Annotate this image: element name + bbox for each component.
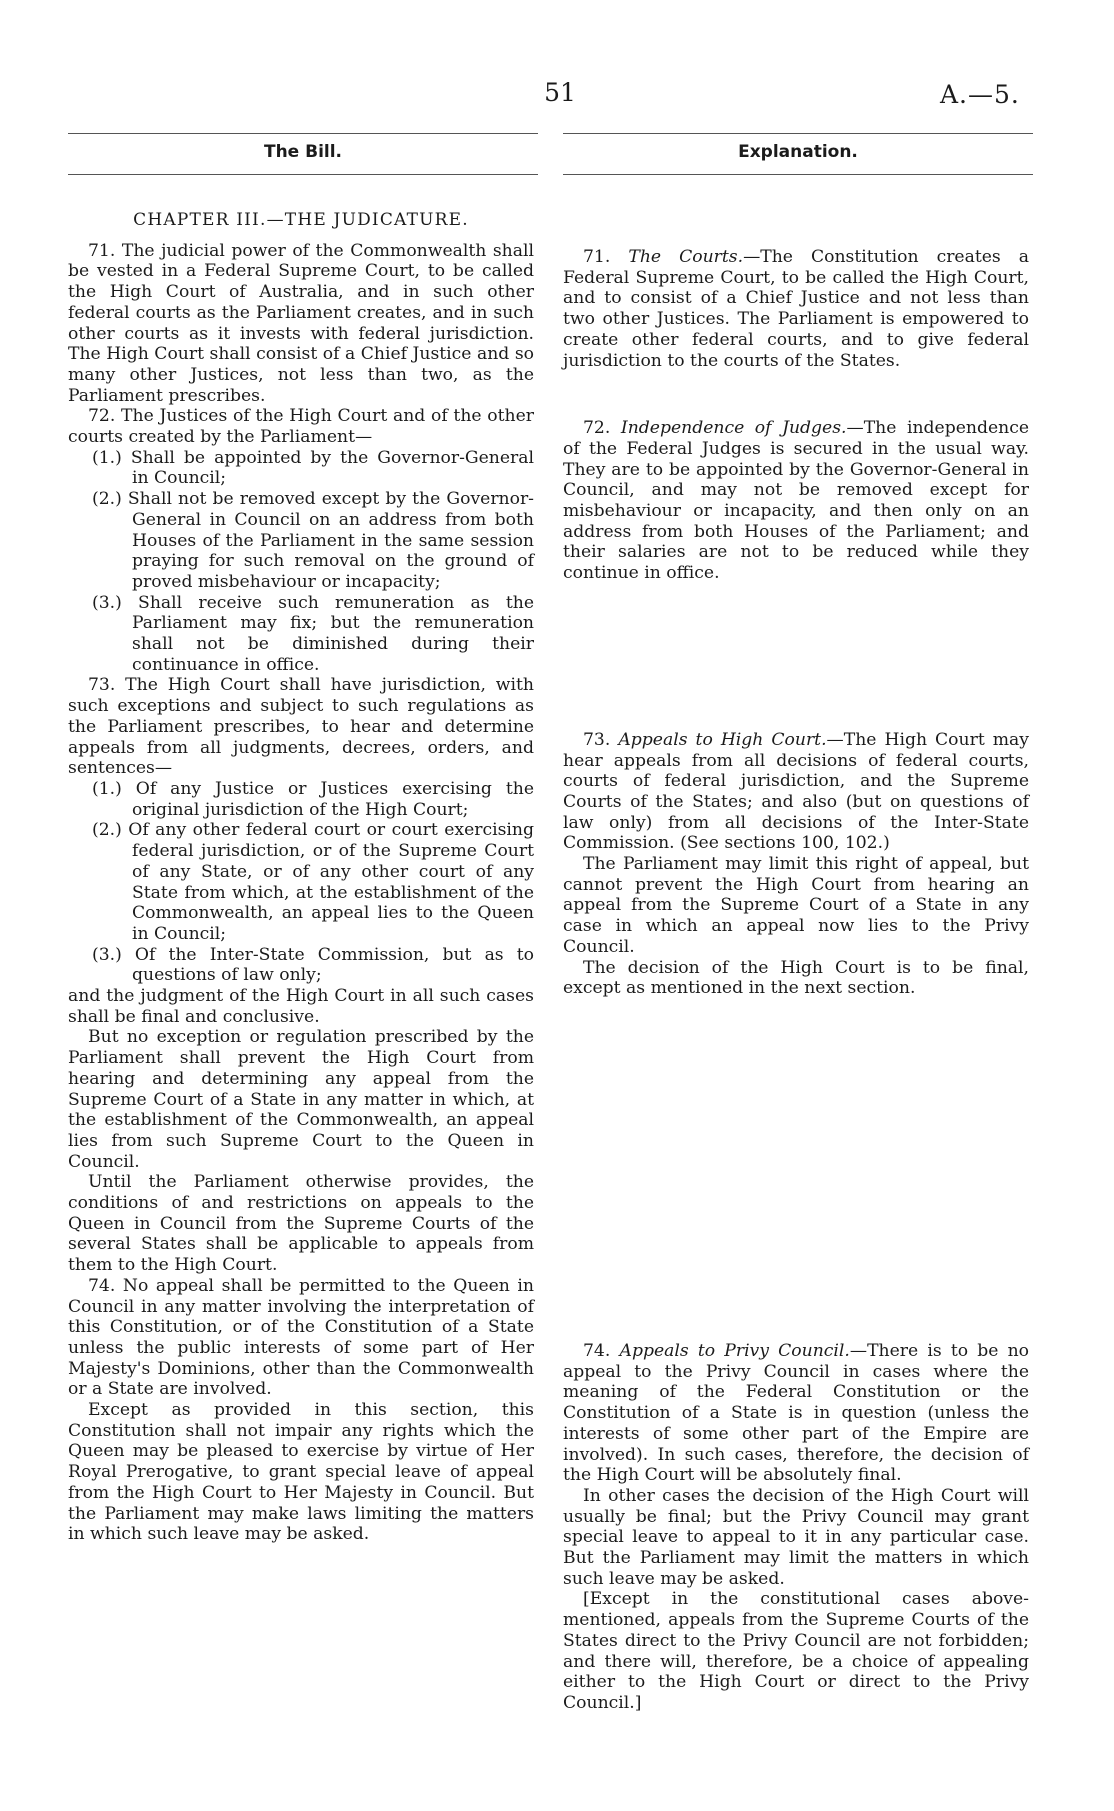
explanation-73-number: 73. <box>583 729 611 750</box>
explanation-74-title: Appeals to Privy Council. <box>619 1340 850 1361</box>
bill-section-74-paragraph-1: 74. No appeal shall be permitted to the Queen in Council in any matter involving the interpretation of this Constitution, or of the Constitution of a State unless the public interests of some part of Her Majesty's Dominions, other than the Commonwealth or a State are involved. <box>68 1275 534 1400</box>
explanation-74-body: —There is to be no appeal to the Privy Council in cases where the meaning of the Federal Constitution or the Constitution of a State is in question (unless the interests of some other part of the Empire are involved). In such cases, therefore, the decision of the High Court will be absolutely final. <box>563 1340 1030 1486</box>
chapter-heading: CHAPTER III.—THE JUDICATURE. <box>133 210 469 230</box>
spacer <box>563 999 1029 1341</box>
bill-section-73-paragraph-3: Until the Parliament otherwise provides, the conditions of and restrictions on appeals to the Queen in Council from the Supreme Courts of the several States shall be applicable to appeals from them to the High Court. <box>68 1172 534 1276</box>
explanation-section-74 <box>563 1341 1029 1486</box>
explanation-section-72 <box>563 418 1029 584</box>
bill-section-73-paragraph-2: But no exception or regulation prescribed by the Parliament shall prevent the High Court from hearing and determining any appeal from the Supreme Court of a State in any matter in which, at the establishment of the Commonwealth, an appeal lies from such Supreme Court to the Queen in Council. <box>68 1027 534 1172</box>
explanation-73-body: —The High Court may hear appeals from all decisions of federal courts, courts of federal jurisdiction, and the Supreme Courts of the States; and also (but on questions of law only) from all decisions of the Inter-State Commission. (See sections 100, 102.) <box>563 729 1029 854</box>
explanation-71-body: —The Constitution creates a Federal Supreme Court, to be called the High Court, and to consist of a Chief Justice and not less than two other Justices. The Parliament is empowered to create other federal courts, and to give federal jurisdiction to the courts of the States. <box>563 247 1029 371</box>
explanation-72-title: Independence of Judges. <box>620 418 847 439</box>
bill-section-73-intro: 73. The High Court shall have jurisdiction, with such exceptions and subject to such regulations as the Parliament prescribes, to hear and determine appeals from all judgments, decrees, orders, and sentences— <box>68 675 534 779</box>
bill-section-72-item-3: (3.) Shall receive such remuneration as the Parliament may fix; but the remuneration shall not be diminished during their continuance in office. <box>92 592 534 675</box>
explanation-column <box>563 247 1029 1714</box>
spacer <box>563 371 1029 418</box>
bill-column-title: The Bill. <box>263 142 343 162</box>
bill-section-73-item-3: (3.) Of the Inter-State Commission, but as to questions of law only; <box>92 944 534 986</box>
top-rule-left <box>68 133 538 134</box>
bill-section-73-item-1: (1.) Of any Justice or Justices exercising the original jurisdiction of the High Court; <box>92 778 534 820</box>
bill-section-71: 71. The judicial power of the Commonwealth shall be vested in a Federal Supreme Court, to be called the High Court of Australia, and in such other federal courts as the Parliament creates, and in such other courts as it invests with federal jurisdiction. The High Court shall consist of a Chief Justice and so many other Justices, not less than two, as the Parliament prescribes. <box>68 240 534 406</box>
explanation-section-74-paragraph-2: In other cases the decision of the High Court will usually be final; but the Privy Council may grant special leave to appeal to it in any particular case. But the Parliament may limit the matters in which such leave may be asked. <box>563 1485 1029 1589</box>
explanation-71-number: 71. <box>583 247 611 267</box>
explanation-71-title: The Courts. <box>628 247 744 267</box>
explanation-section-74-paragraph-3: [Except in the constitutional cases above-mentioned, appeals from the Supreme Courts of the States direct to the Privy Council are not forbidden; and there will, therefore, be a choice of appealing either to the High Court or direct to the Privy Council.] <box>563 1589 1029 1713</box>
bill-column <box>68 210 534 1545</box>
explanation-72-number: 72. <box>583 418 611 439</box>
top-rule-right <box>563 133 1033 134</box>
explanation-section-71 <box>563 247 1029 371</box>
explanation-section-73-paragraph-2: The Parliament may limit this right of appeal, but cannot prevent the High Court from hearing an appeal from the Supreme Court of a State in any case in which an appeal now lies to the Privy Council. <box>563 854 1029 957</box>
explanation-74-number: 74. <box>583 1340 611 1361</box>
header-rule-right <box>563 174 1033 175</box>
explanation-column-title: Explanation. <box>738 142 858 162</box>
bill-section-73-conclusion: and the judgment of the High Court in all such cases shall be final and conclusive. <box>68 986 534 1027</box>
page-number: 51 <box>544 78 576 107</box>
header-rule-left <box>68 174 538 175</box>
document-reference: A.—5. <box>940 80 1020 109</box>
explanation-73-title: Appeals to High Court. <box>618 729 827 750</box>
bill-section-74-paragraph-2: Except as provided in this section, this Constitution shall not impair any rights which the Queen may be pleased to exercise by virtue of Her Royal Prerogative, to grant special leave of appeal from the High Court to Her Majesty in Council. But the Parliament may make laws limiting the matters in which such leave may be asked. <box>68 1400 534 1545</box>
explanation-section-73 <box>563 730 1029 854</box>
bill-section-73-item-2: (2.) Of any other federal court or court exercising federal jurisdiction, or of the Supreme Court of any State, or of any other court of any State from which, at the establishment of the Commonwealth, an appeal lies to the Queen in Council; <box>92 820 534 944</box>
explanation-72-body: —The independence of the Federal Judges is secured in the usual way. They are to be appointed by the Governor-General in Council, and may not be removed except for misbehaviour or incapacity, and then only on an address from both Houses of the Parliament; and their salaries are not to be reduced while they continue in office. <box>563 418 1030 584</box>
spacer <box>563 584 1029 730</box>
bill-section-72-intro: 72. The Justices of the High Court and of the other courts created by the Parliament— <box>68 406 534 448</box>
explanation-section-73-paragraph-3: The decision of the High Court is to be final, except as mentioned in the next section. <box>563 957 1029 999</box>
bill-section-72-item-1: (1.) Shall be appointed by the Governor-General in Council; <box>92 447 534 489</box>
bill-section-72-item-2: (2.) Shall not be removed except by the Governor-General in Council on an address from both Houses of the Parliament in the same session praying for such removal on the ground of proved misbehaviour or incapacity; <box>92 489 534 592</box>
